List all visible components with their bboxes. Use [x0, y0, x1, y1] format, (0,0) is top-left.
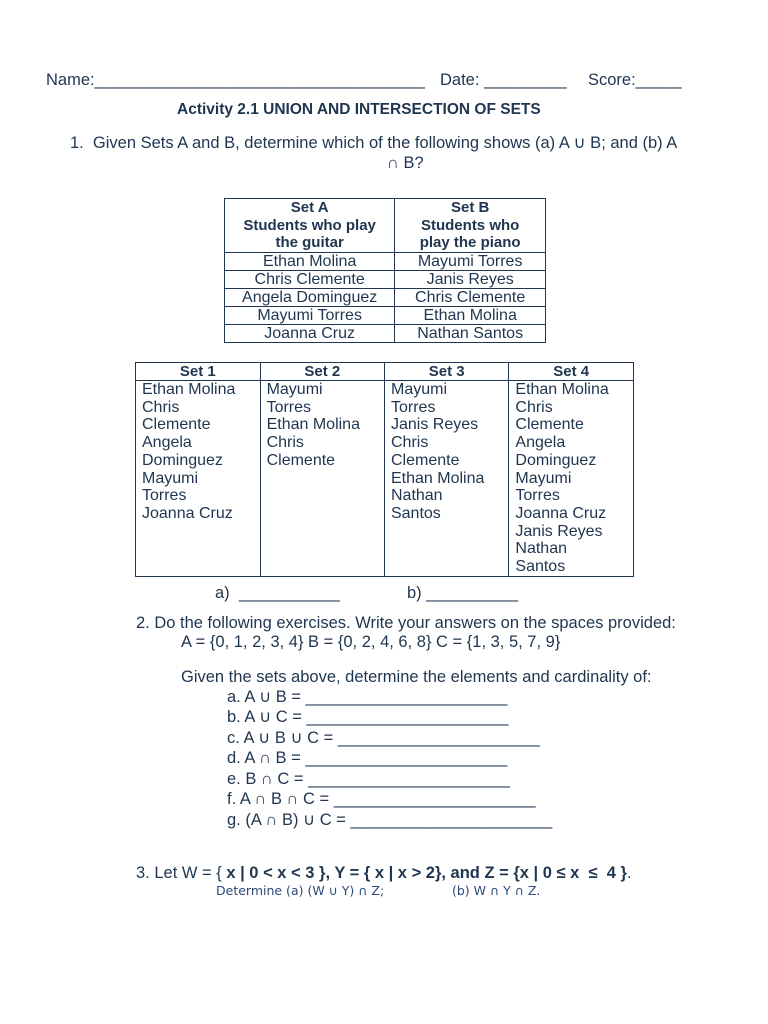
table-cell: Chris Clemente — [225, 270, 395, 288]
set-member: Ethan Molina — [515, 381, 609, 398]
question-3-suffix: . — [626, 864, 632, 882]
set-member: Chris — [142, 398, 180, 416]
set-member: Joanna Cruz — [515, 504, 607, 522]
set-member: Ethan Molina — [390, 469, 485, 487]
name-field-label: Name:____________________________________ — [46, 71, 425, 89]
table-cell: Janis Reyes — [395, 270, 546, 288]
set-member: Santos — [390, 504, 441, 522]
question-3-part-b: (b) W ∩ Y ∩ Z. — [452, 883, 541, 898]
exercise-b[interactable]: b. A ∪ C = ______________________ — [227, 708, 509, 726]
table-cell: Chris Clemente — [395, 288, 546, 306]
set-b-desc-1: Students who — [420, 216, 520, 234]
set-1-header: Set 1 — [136, 363, 261, 381]
set-member: Clemente — [515, 416, 584, 434]
set-member: Dominguez — [515, 451, 597, 469]
set-member: Ethan Molina — [266, 416, 360, 434]
set-member: Janis Reyes — [515, 522, 603, 540]
set-member: Mayumi — [390, 381, 447, 398]
table-row — [225, 252, 546, 270]
question-3-set-definitions: x | 0 < x < 3 }, Y = { x | x > 2}, and Z = {x | 0 ≤ x ≤ 4 } — [221, 864, 627, 882]
candidate-sets-table — [135, 362, 634, 577]
table-cell: Mayumi Torres — [395, 252, 546, 270]
set-member: Joanna Cruz — [142, 504, 233, 522]
set-member: Mayumi — [142, 469, 199, 487]
exercise-e[interactable]: e. B ∩ C = ______________________ — [227, 770, 510, 788]
question-3-prefix: 3. Let W = { — [136, 864, 222, 882]
set-member: Dominguez — [142, 451, 223, 469]
set-member: Chris — [266, 434, 304, 452]
score-field-label: Score:_____ — [588, 71, 682, 89]
set-member: Torres — [390, 398, 436, 416]
set-member: Mayumi — [266, 381, 323, 398]
table-row — [136, 381, 634, 577]
set-a-header — [225, 199, 395, 253]
set-a-desc-1: Students who play — [243, 216, 376, 234]
set-member: Nathan — [390, 487, 443, 505]
set-member: Nathan — [515, 540, 567, 558]
set-member: Chris — [390, 434, 429, 452]
set-b-title: Set B — [450, 199, 490, 216]
exercise-f[interactable]: f. A ∩ B ∩ C = ______________________ — [227, 790, 536, 808]
table-header-row — [225, 199, 546, 253]
table-cell: Ethan Molina — [225, 252, 395, 270]
date-field-label: Date: _________ — [440, 71, 567, 89]
table-cell: Ethan Molina — [395, 306, 546, 324]
table-header-row — [136, 363, 634, 381]
set-member: Santos — [515, 558, 566, 576]
set-2-members — [260, 381, 384, 577]
question-1-line-2: ∩ B? — [387, 154, 424, 172]
set-2-header: Set 2 — [260, 363, 384, 381]
question-3-line-1 — [136, 863, 631, 883]
set-a-desc-2: the guitar — [275, 234, 344, 251]
table-cell: Angela Dominguez — [225, 288, 395, 306]
table-cell: Mayumi Torres — [225, 306, 395, 324]
set-member: Clemente — [390, 451, 460, 469]
answer-b-blank[interactable]: b) __________ — [407, 584, 519, 602]
table-cell: Nathan Santos — [395, 324, 546, 342]
set-member: Chris — [515, 398, 553, 416]
set-member: Angela — [515, 434, 566, 452]
activity-title: Activity 2.1 UNION AND INTERSECTION OF SETS — [177, 101, 541, 118]
set-member: Clemente — [142, 416, 211, 434]
exercise-a[interactable]: a. A ∪ B = ______________________ — [227, 688, 508, 706]
table-row — [225, 324, 546, 342]
set-a-title: Set A — [290, 199, 329, 216]
question-2-instruction: Given the sets above, determine the elements and cardinality of: — [181, 668, 652, 686]
set-3-header: Set 3 — [384, 363, 508, 381]
set-1-members — [136, 381, 261, 577]
question-1-line-1: 1. Given Sets A and B, determine which of the following shows (a) A ∪ B; and (b) A — [70, 134, 678, 152]
table-row — [225, 270, 546, 288]
question-3-part-a: Determine (a) (W ∪ Y) ∩ Z; — [216, 883, 385, 898]
table-cell: Joanna Cruz — [225, 324, 395, 342]
exercise-d[interactable]: d. A ∩ B = ______________________ — [227, 749, 508, 767]
exercise-g[interactable]: g. (A ∩ B) ∪ C = ______________________ — [227, 811, 553, 829]
table-row — [225, 288, 546, 306]
answer-a-blank[interactable]: a) ___________ — [215, 584, 340, 602]
set-4-members — [509, 381, 634, 577]
set-member: Angela — [142, 434, 192, 452]
question-2-sets: A = {0, 1, 2, 3, 4} B = {0, 2, 4, 6, 8} C = {1, 3, 5, 7, 9} — [181, 633, 561, 651]
set-member: Torres — [515, 487, 560, 505]
set-member: Janis Reyes — [390, 416, 479, 434]
set-member: Ethan Molina — [142, 381, 236, 398]
set-member: Torres — [266, 398, 312, 416]
table-row — [225, 306, 546, 324]
set-a-b-table — [224, 198, 546, 343]
set-member: Mayumi — [515, 469, 572, 487]
question-2-line-1: 2. Do the following exercises. Write your answers on the spaces provided: — [136, 614, 676, 632]
set-4-header: Set 4 — [509, 363, 634, 381]
set-b-desc-2: play the piano — [419, 234, 521, 251]
set-member: Clemente — [266, 451, 336, 469]
set-3-members — [384, 381, 508, 577]
set-member: Torres — [142, 487, 187, 505]
exercise-c[interactable]: c. A ∪ B ∪ C = ______________________ — [227, 729, 540, 747]
set-b-header — [395, 199, 546, 253]
